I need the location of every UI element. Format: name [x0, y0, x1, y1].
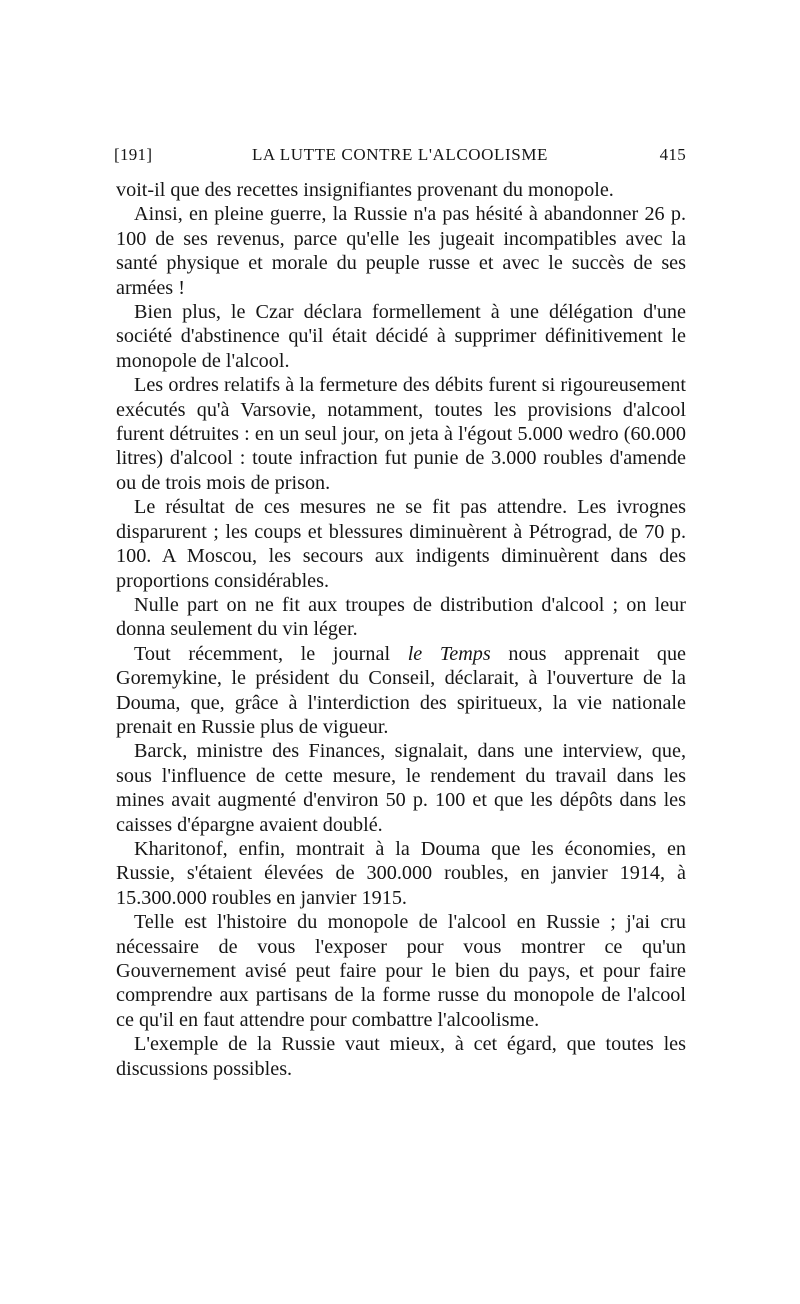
chapter-title: LA LUTTE CONTRE L'ALCOOLISME: [251, 145, 549, 164]
paragraph: voit-il que des recettes insignifiantes provenant du monopole.: [116, 179, 614, 201]
paragraph: Les ordres relatifs à la fermeture des débits furent si rigoureusement exécutés qu'à Varsovie, notamment, toutes les provisions d'alcool furent détruites : en un seul jour, on jeta à l'égout 5.000 wedro (60.000 litres) d'alcool : toute infraction fut punie de 3.000 roubles d'amende ou de trois mois de prison.: [116, 374, 686, 494]
section-number: [191]: [114, 145, 153, 164]
page-number: 415: [659, 145, 686, 164]
paragraph: L'exemple de la Russie vaut mieux, à cet égard, que toutes les discussions possibles.: [116, 1033, 686, 1080]
paragraph: Le résultat de ces mesures ne se fit pas attendre. Les ivrognes disparurent ; les coups et blessures diminuèrent à Pétrograd, de 70 p. 100. A Moscou, les secours aux indigents diminuèrent dans des proportions considérables.: [116, 496, 686, 592]
paragraph: Ainsi, en pleine guerre, la Russie n'a pas hésité à abandonner 26 p. 100 de ses revenus, parce qu'elle les jugeait incompatibles avec la santé physique et morale du peuple russe et avec le succès de ses armées !: [116, 203, 686, 299]
paragraph: [116, 642, 686, 740]
newspaper-title: le Temps: [407, 642, 491, 665]
paragraph-text: nous apprenait que Goremykine, le président du Conseil, déclarait, à l'ouverture de la Douma, que, grâce à l'interdiction des spiritueux, la vie nationale prenait en Russie plus de vigueur.: [116, 642, 687, 738]
paragraph: Nulle part on ne fit aux troupes de distribution d'alcool ; on leur donna seulement du vin léger.: [116, 593, 686, 641]
running-head: [114, 145, 686, 171]
paragraph: Barck, ministre des Finances, signalait, dans une interview, que, sous l'influence de cette mesure, le rendement du travail dans les mines avait augmenté d'environ 50 p. 100 et que les dépôts dans les caisses d'épargne avaient doublé.: [116, 740, 686, 836]
paragraph: Telle est l'histoire du monopole de l'alcool en Russie ; j'ai cru nécessaire de vous l'exposer pour vous montrer ce qu'un Gouvernement avisé peut faire pour le bien du pays, et pour faire comprendre aux partisans de la forme russe du monopole de l'alcool ce qu'il en faut attendre pour combattre l'alcoolisme.: [116, 911, 686, 1031]
paragraph: Bien plus, le Czar déclara formellement à une délégation d'une société d'abstinence qu'il était décidé à supprimer définitivement le monopole de l'alcool.: [116, 301, 686, 372]
body-text: [116, 178, 686, 1081]
paragraph: Kharitonof, enfin, montrait à la Douma que les économies, en Russie, s'étaient élevées de 300.000 roubles, en janvier 1914, à 15.300.000 roubles en janvier 1915.: [116, 837, 686, 909]
paragraph-text: Tout récemment, le journal: [134, 642, 408, 665]
